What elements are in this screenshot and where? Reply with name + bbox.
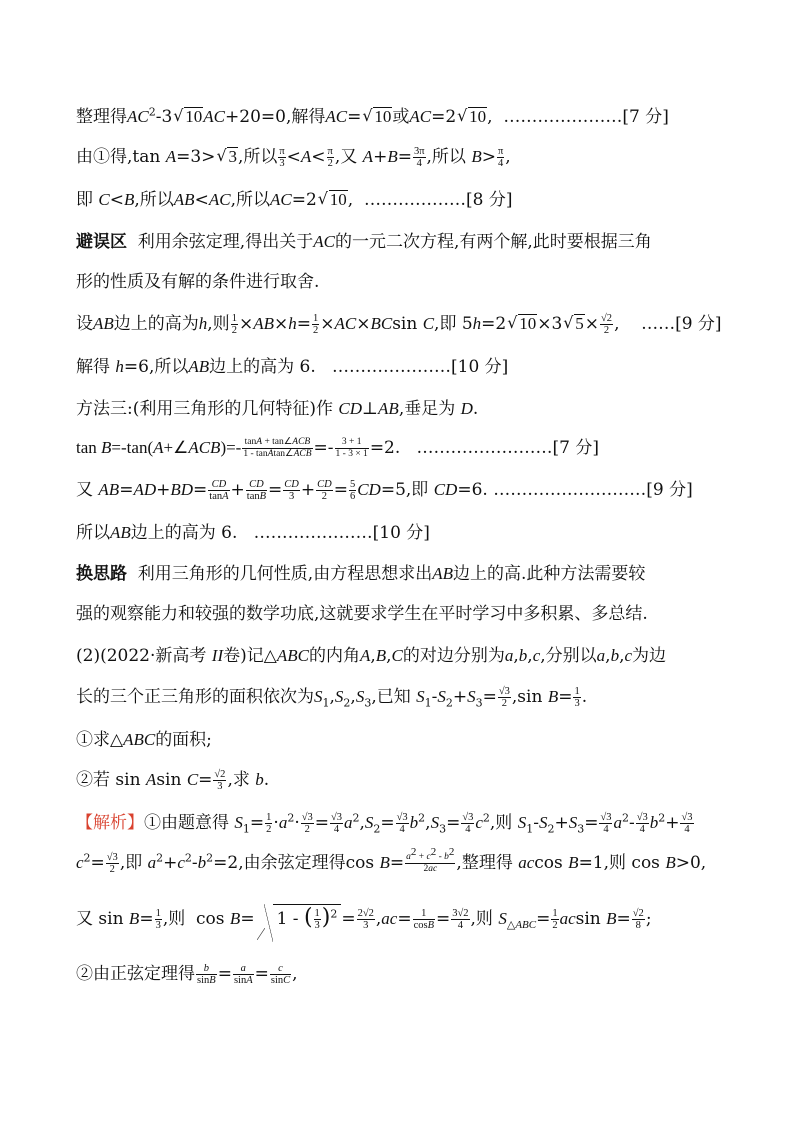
line-10: 又 AB=AD+BD= $\frac{CD}{\tan A}$ + $\frac{CD}{\tan B}$ = $\frac{CD}{3}$ + $\frac{CD}{2}$ = $\frac{5}{6}$ CD=5,即 CD=6. ………………………[9 分] xyxy=(76,479,693,502)
line-6: 设AB边上的高为h,则 $\frac{1}{2}$ ×AB×h= $\frac{1}{2}$ ×AC×BCsin C,即 5h=2√ 10×3√ 5× $\frac{√2}{2}$ , ……[9 分] xyxy=(76,313,722,336)
sqrt-10: √ 10 xyxy=(184,107,203,126)
text: 整理得 xyxy=(76,107,127,127)
line-2: 由①得,tan A=3>√ 3,所以 $\frac{\pi}{3}$ <A< $\frac{\pi}{2}$ ,又 A+B= $\frac{3\pi}{4}$ ,所以 B> $\frac{\pi}{4}$ , xyxy=(76,146,511,169)
tag-error-zone: 避误区 xyxy=(76,232,127,252)
line-7: 解得 h=6,所以AB边上的高为 6. …………………[10 分] xyxy=(76,357,509,377)
score-7: …………………[7 分] xyxy=(492,107,669,127)
analysis-tag: 【解析】 xyxy=(76,813,144,833)
line-17: ②若 sin Asin C= $\frac{√2}{3}$ ,求 b. xyxy=(76,769,270,792)
line-20: 又 sin B= $\frac{1}{3}$ ,则 cos B= 1 - ( $\frac{1}{3}$ )$^2$ = $\frac{2√2}{3}$ ,ac= $\frac{1}{\cos B}$ = $\frac{3√2}{4}$ ,则 $S_{\triangle ABC}=$ $\frac{1}{2}$ acsin B= $\frac{√2}{8}$ ; xyxy=(76,905,652,932)
line-18: 【解析】①由题意得 $S_1=$ $\frac{1}{2}$ $\cdot a^2\cdot$ $\frac{√3}{2}$ = $\frac{√3}{4}$ $a^2,S_2=$ $\frac{√3}{4}$ $b^2,S_3=$ $\frac{√3}{4}$ $c^2$,则 $S_1-S_2+S_3=$ $\frac{√3}{4}$ $a^2-$ $\frac{√3}{4}$ $b^2+$ $\frac{√3}{4}$ xyxy=(76,811,693,836)
score-10b: 边上的高为 6. …………………[10 分] xyxy=(130,523,430,543)
score-9: , ……[9 分] xyxy=(614,314,722,334)
line-11: 所以AB边上的高为 6. …………………[10 分] xyxy=(76,523,430,543)
line-19: $c^2=$ $\frac{√3}{2}$ ,即 $a^2+c^2-b^2=2$,由余弦定理得cos B= $\frac{a^2 + c^2 - b^2}{2ac}$ ,整理得 accos B=1,则 cos B>0, xyxy=(76,846,707,876)
line-9: tan B=-tan(A+∠ACB)=- tanA + tan∠ACB 1 - tanAtan∠ACB =- $\frac{3 + 1}{1 - 3 \times 1}$ =2. ……………………[7 分] xyxy=(76,437,599,459)
line-21: ②由正弦定理得 $\frac{b}{\sin B}$ = $\frac{a}{\sin A}$ = $\frac{c}{\sin C}$ , xyxy=(76,963,298,986)
line-13: 强的观察能力和较强的数学功底,这就要求学生在平时学习中多积累、多总结. xyxy=(76,604,648,624)
line-5: 形的性质及有解的条件进行取舍. xyxy=(76,272,320,292)
tag-change-approach: 换思路 xyxy=(76,564,127,584)
line-16: ①求△ABC的面积; xyxy=(76,730,212,750)
score-9b: =6. ………………………[9 分] xyxy=(457,480,693,500)
line-1: 整理得$AC^2-3√$ 10AC+20=0,解得AC=√ 10或AC=2√ 10, …………………[7 分] xyxy=(76,106,669,128)
line-15: 长的三个正三角形的面积依次为$S_1,S_2,S_3$,已知 $S_1-S_2+S_3=$ $\frac{√3}{2}$ ,sin B= $\frac{1}{3}$ . xyxy=(76,686,588,710)
line-4: 避误区 利用余弦定理,得出关于AC的一元二次方程,有两个解,此时要根据三角 xyxy=(76,232,652,252)
line-12: 换思路 利用三角形的几何性质,由方程思想求出AB边上的高.此种方法需要较 xyxy=(76,564,646,584)
line-14: (2)(2022·新高考 II卷)记△ABC的内角A,B,C的对边分别为a,b,c,分别以a,b,c为边 xyxy=(76,646,667,666)
score-7b: =2. ……………………[7 分] xyxy=(369,438,599,458)
big-sqrt: 1 - ( $\frac{1}{3}$ )$^2$ xyxy=(273,904,342,931)
score-8: , ………………[8 分] xyxy=(347,190,513,210)
line-3: 即 C<B,所以AB<AC,所以AC=2√ 10, ………………[8 分] xyxy=(76,189,512,211)
line-8: 方法三:(利用三角形的几何特征)作 CD⊥AB,垂足为 D. xyxy=(76,399,479,419)
score-10: 边上的高为 6. …………………[10 分] xyxy=(209,357,509,377)
fraction: $\frac{\pi}{3}$ xyxy=(279,146,285,169)
